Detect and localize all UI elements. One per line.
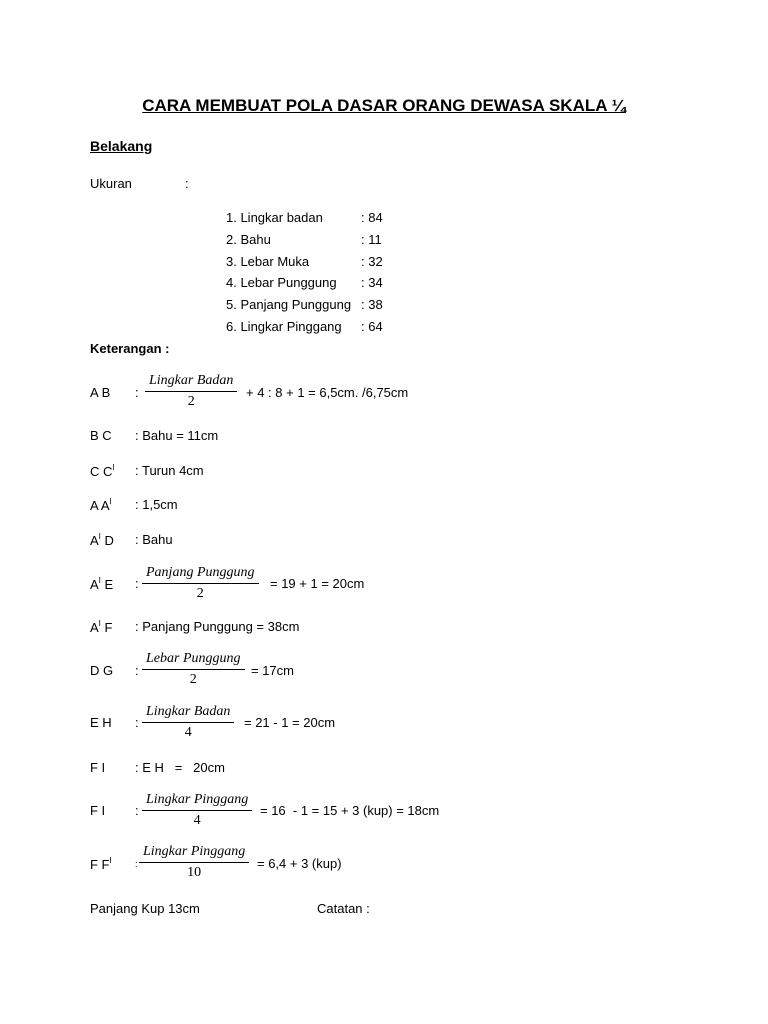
fraction-numerator: Lingkar Badan xyxy=(145,373,237,392)
row-label-fi-1: F I xyxy=(90,760,106,775)
row-label-af: $A^I$ F xyxy=(90,619,113,635)
row-label-dg: D G xyxy=(90,663,114,678)
footer-notes-label: Catatan : xyxy=(317,901,370,916)
row-text-fi-1: : E H = 20cm xyxy=(135,760,225,775)
row-label-eh: E H xyxy=(90,715,112,730)
page-title: CARA MEMBUAT POLA DASAR ORANG DEWASA SKALA ¼ xyxy=(142,96,626,115)
measurement-name: 6. Lingkar Pinggang xyxy=(226,319,342,334)
ukuran-label: Ukuran xyxy=(90,176,132,191)
ukuran-colon: : xyxy=(185,176,189,191)
row-formula-fi-2: = 16 - 1 = 15 + 3 (kup) = 18cm xyxy=(260,803,440,818)
fraction-numerator: Lingkar Pinggang xyxy=(142,792,252,811)
row-text-cc: : Turun 4cm xyxy=(135,463,204,478)
row-text-af: : Panjang Punggung = 38cm xyxy=(135,619,300,634)
row-formula-ab: + 4 : 8 + 1 = 6,5cm. /6,75cm xyxy=(246,385,409,400)
measurement-name: 3. Lebar Muka xyxy=(226,254,310,269)
row-colon-ff: : xyxy=(135,859,138,869)
measurement-name: 5. Panjang Punggung xyxy=(226,297,352,312)
footer-kup-length: Panjang Kup 13cm xyxy=(90,901,200,916)
fraction-denominator: 2 xyxy=(187,394,195,409)
measurement-value: : 84 xyxy=(361,210,383,225)
fraction-denominator: 4 xyxy=(193,813,201,828)
row-label-cc: C $C^I$ xyxy=(90,463,115,479)
section-heading: Belakang xyxy=(90,138,153,154)
fraction-ab xyxy=(145,373,237,411)
fraction-numerator: Lingkar Pinggang xyxy=(139,844,249,863)
fraction-ae xyxy=(142,565,259,603)
row-label-fi-2: F I xyxy=(90,803,106,818)
row-colon-fi-2: : xyxy=(135,803,139,818)
row-label-ab: A B xyxy=(90,385,111,400)
fraction-denominator: 10 xyxy=(187,865,202,880)
row-formula-dg: = 17cm xyxy=(251,663,294,678)
measurement-value: : 34 xyxy=(361,275,383,290)
row-label-ad: $A^I$ D xyxy=(90,532,114,548)
row-text-ad: : Bahu xyxy=(135,532,173,547)
row-colon-dg: : xyxy=(135,663,139,678)
row-formula-ff: = 6,4 + 3 (kup) xyxy=(257,856,342,871)
measurement-value: : 38 xyxy=(361,297,383,312)
fraction-fi-2 xyxy=(142,792,252,830)
row-colon-ae: : xyxy=(135,576,139,591)
fraction-numerator: Lingkar Badan xyxy=(142,704,234,723)
row-label-aa: A $A^I$ xyxy=(90,497,112,513)
fraction-numerator: Lebar Punggung xyxy=(142,651,245,670)
fraction-denominator: 2 xyxy=(196,586,204,601)
fraction-denominator: 4 xyxy=(184,725,192,740)
fraction-dg xyxy=(142,651,245,689)
measurement-name: 1. Lingkar badan xyxy=(226,210,323,225)
row-colon-ab: : xyxy=(135,385,139,400)
measurement-value: : 64 xyxy=(361,319,383,334)
row-text-aa: : 1,5cm xyxy=(135,497,178,512)
row-formula-ae: = 19 + 1 = 20cm xyxy=(270,576,365,591)
row-text-bc: : Bahu = 11cm xyxy=(135,428,219,443)
fraction-ff xyxy=(139,844,249,882)
fraction-numerator: Panjang Punggung xyxy=(142,565,259,584)
row-label-ae: $A^I$ E xyxy=(90,576,114,592)
row-label-bc: B C xyxy=(90,428,112,443)
fraction-denominator: 2 xyxy=(189,672,197,687)
row-colon-eh: : xyxy=(135,715,139,730)
measurement-value: : 11 xyxy=(361,232,382,247)
row-formula-eh: = 21 - 1 = 20cm xyxy=(244,715,336,730)
measurement-value: : 32 xyxy=(361,254,383,269)
keterangan-label: Keterangan : xyxy=(90,341,170,356)
row-label-ff: F $F^I$ xyxy=(90,856,112,872)
fraction-eh xyxy=(142,704,234,742)
measurement-name: 2. Bahu xyxy=(226,232,271,247)
measurement-name: 4. Lebar Punggung xyxy=(226,275,337,290)
